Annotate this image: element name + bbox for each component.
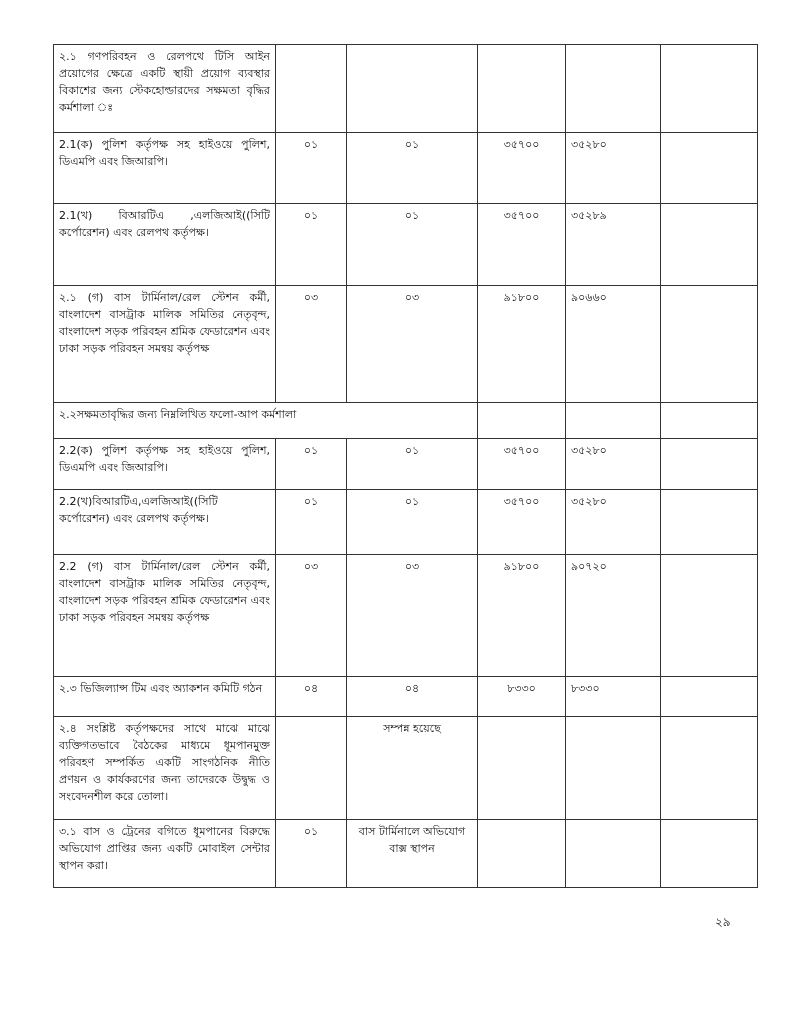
table-row [54, 555, 758, 677]
remarks-cell [661, 204, 758, 286]
remarks-cell [661, 677, 758, 717]
expense-cell [566, 403, 661, 439]
page-number: ২৯ [715, 915, 731, 929]
budget-cell [478, 717, 566, 820]
target-cell [276, 717, 347, 820]
expense-cell: ৩৫২৮০ [566, 439, 661, 490]
target-cell: ০৪ [276, 677, 347, 717]
remarks-cell [661, 555, 758, 677]
achievement-cell: ০৩ [347, 286, 478, 403]
target-cell: ০১ [276, 439, 347, 490]
target-cell: ০১ [276, 490, 347, 555]
achievement-cell: ০১ [347, 490, 478, 555]
expense-cell: ৩৫২৮০ [566, 133, 661, 204]
target-cell: ০১ [276, 820, 347, 888]
remarks-cell [661, 45, 758, 133]
budget-cell: ৯১৮০০ [478, 555, 566, 677]
remarks-cell [661, 133, 758, 204]
remarks-cell [661, 439, 758, 490]
activity-cell: 2.2(ক) পুলিশ কর্তৃপক্ষ সহ হাইওয়ে পুলিশ, ডিএমপি এবং জিআরপি। [54, 439, 276, 490]
achievement-cell [347, 45, 478, 133]
remarks-cell [661, 490, 758, 555]
remarks-cell [661, 403, 758, 439]
budget-cell: ৩৫৭০০ [478, 439, 566, 490]
table-row [54, 45, 758, 133]
table-row [54, 490, 758, 555]
section-heading-cell: ২.২সক্ষমতাবৃদ্ধির জন্য নিম্নলিখিত ফলো-আপ কর্মশালা [54, 403, 478, 439]
remarks-cell [661, 286, 758, 403]
achievement-cell: ০১ [347, 204, 478, 286]
activity-cell: ৩.১ বাস ও ট্রেনের বগিতে ধূমপানের বিরুদ্ধে অভিযোগ প্রাপ্তির জন্য একটি মোবাইল সেন্টার স্থাপন করা। [54, 820, 276, 888]
expense-cell [566, 820, 661, 888]
table-row [54, 286, 758, 403]
budget-cell: ৩৫৭০০ [478, 490, 566, 555]
activity-cell: 2.1(খ) বিআরটিএ ,এলজিআই((সিটি কর্পোরেশন) এবং রেলপথ কর্তৃপক্ষ। [54, 204, 276, 286]
budget-cell [478, 403, 566, 439]
table-row [54, 677, 758, 717]
remarks-cell [661, 717, 758, 820]
target-cell: ০১ [276, 133, 347, 204]
budget-cell: ৯১৮০০ [478, 286, 566, 403]
activity-cell: ২.৩ ভিজিল্যান্স টিম এবং অ্যাকশন কমিটি গঠন [54, 677, 276, 717]
budget-cell: ৩৫৭০০ [478, 204, 566, 286]
budget-cell: ৮৩৩০ [478, 677, 566, 717]
achievement-cell: ০৪ [347, 677, 478, 717]
achievement-cell: ০৩ [347, 555, 478, 677]
budget-cell [478, 45, 566, 133]
table-row [54, 820, 758, 888]
achievement-cell: সম্পন্ন হয়েছে [347, 717, 478, 820]
expense-cell [566, 45, 661, 133]
achievement-cell: ০১ [347, 133, 478, 204]
expense-cell: ৮৩৩০ [566, 677, 661, 717]
table-row [54, 133, 758, 204]
remarks-cell [661, 820, 758, 888]
expense-cell: ৯০৭২০ [566, 555, 661, 677]
activity-cell: ২.১ গণপরিবহন ও রেলপথে টিসি আইন প্রয়োগের ক্ষেত্রে একটি স্থায়ী প্রয়োগ ব্যবস্থার বিকাশের জন্য স্টেকহোল্ডারদের সক্ষমতা বৃদ্ধির কর্মশালা ঃ [54, 45, 276, 133]
table-row [54, 439, 758, 490]
expense-cell: ৩৫২৮০ [566, 490, 661, 555]
table-row [54, 403, 758, 439]
activity-cell: 2.1(ক) পুলিশ কর্তৃপক্ষ সহ হাইওয়ে পুলিশ, ডিএমপি এবং জিআরপি। [54, 133, 276, 204]
activity-cell: 2.2(খ)বিআরটিএ,এলজিআই((সিটি কর্পোরেশন) এবং রেলপথ কর্তৃপক্ষ। [54, 490, 276, 555]
report-table [53, 44, 758, 888]
achievement-cell: ০১ [347, 439, 478, 490]
target-cell: ০১ [276, 204, 347, 286]
activity-cell: ২.৪ সংশ্লিষ্ট কর্তৃপক্ষদের সাথে মাঝে মাঝে ব্যক্তিগতভাবে বৈঠকের মাধ্যমে ধূমপানমুক্ত পরিবহণ সম্পর্কিত একটি সাংগঠনিক নীতি প্রণয়ন ও কার্যকরণের জন্য তাদেরকে উদ্বুদ্ধ ও সংবেদনশীল করে তোলা। [54, 717, 276, 820]
table-row [54, 717, 758, 820]
activity-cell: ২.১ (গ) বাস টার্মিনাল/রেল স্টেশন কর্মী, বাংলাদেশ বাসট্রাক মালিক সমিতির নেতৃবৃন্দ, বাংলাদেশ সড়ক পরিবহন শ্রমিক ফেডারেশন এবং ঢাকা সড়ক পরিবহন সমন্বয় কর্তৃপক্ষ [54, 286, 276, 403]
activity-cell: 2.2 (গ) বাস টার্মিনাল/রেল স্টেশন কর্মী, বাংলাদেশ বাসট্রাক মালিক সমিতির নেতৃবৃন্দ, বাংলাদেশ সড়ক পরিবহন শ্রমিক ফেডারেশন এবং ঢাকা সড়ক পরিবহন সমন্বয় কর্তৃপক্ষ [54, 555, 276, 677]
budget-cell: ৩৫৭০০ [478, 133, 566, 204]
target-cell: ০৩ [276, 286, 347, 403]
budget-cell [478, 820, 566, 888]
target-cell [276, 45, 347, 133]
expense-cell: ৯০৬৬০ [566, 286, 661, 403]
achievement-cell: বাস টার্মিনালে অভিযোগ বাক্স স্থাপন [347, 820, 478, 888]
expense-cell: ৩৫২৮৯ [566, 204, 661, 286]
expense-cell [566, 717, 661, 820]
target-cell: ০৩ [276, 555, 347, 677]
table-row [54, 204, 758, 286]
